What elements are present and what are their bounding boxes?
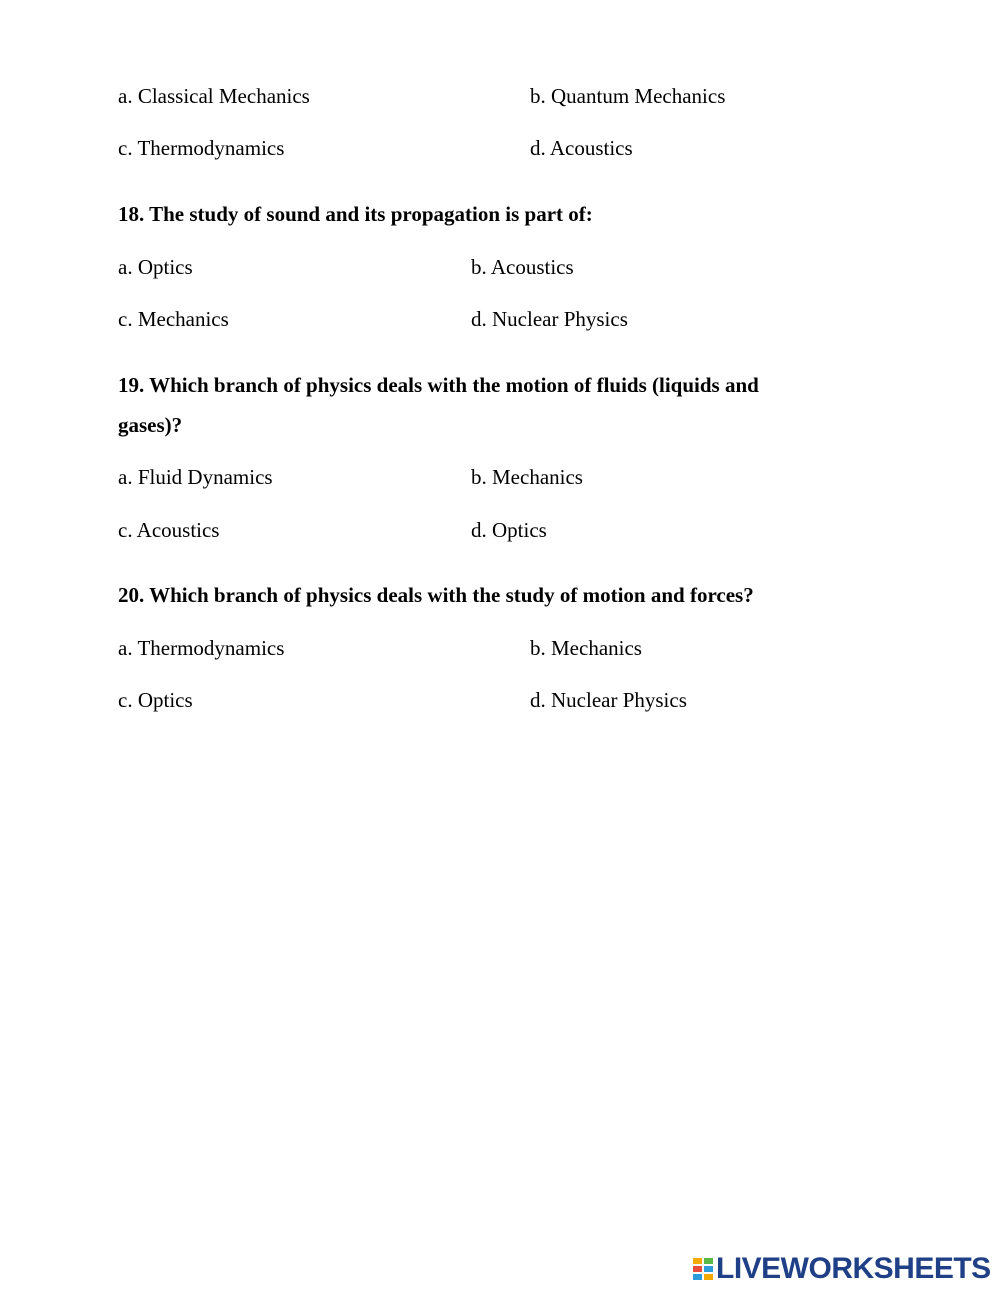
option-b[interactable]: b. Mechanics (471, 465, 583, 489)
option-a[interactable]: a. Classical Mechanics (118, 84, 310, 108)
option-b[interactable]: b. Quantum Mechanics (530, 84, 726, 108)
question-18-text: 18. The study of sound and its propagation is part of: (118, 202, 593, 226)
option-d[interactable]: d. Nuclear Physics (530, 688, 687, 712)
option-c[interactable]: c. Optics (118, 688, 193, 712)
liveworksheets-blocks-icon (692, 1256, 714, 1282)
logo-text: LIVEWORKSHEETS (716, 1252, 991, 1285)
question-19-text: 19. Which branch of physics deals with the motion of fluids (liquids and (118, 373, 759, 397)
question-20-text: 20. Which branch of physics deals with the study of motion and forces? (118, 583, 754, 607)
option-c[interactable]: c. Acoustics (118, 518, 220, 542)
option-d[interactable]: d. Acoustics (530, 136, 633, 160)
option-c[interactable]: c. Thermodynamics (118, 136, 285, 160)
option-a[interactable]: a. Thermodynamics (118, 636, 285, 660)
option-b[interactable]: b. Acoustics (471, 255, 574, 279)
option-d[interactable]: d. Nuclear Physics (471, 307, 628, 331)
option-a[interactable]: a. Fluid Dynamics (118, 465, 273, 489)
option-d[interactable]: d. Optics (471, 518, 547, 542)
question-19-text-cont: gases)? (118, 413, 183, 437)
option-b[interactable]: b. Mechanics (530, 636, 642, 660)
liveworksheets-logo (692, 1253, 991, 1285)
option-a[interactable]: a. Optics (118, 255, 193, 279)
option-c[interactable]: c. Mechanics (118, 307, 229, 331)
